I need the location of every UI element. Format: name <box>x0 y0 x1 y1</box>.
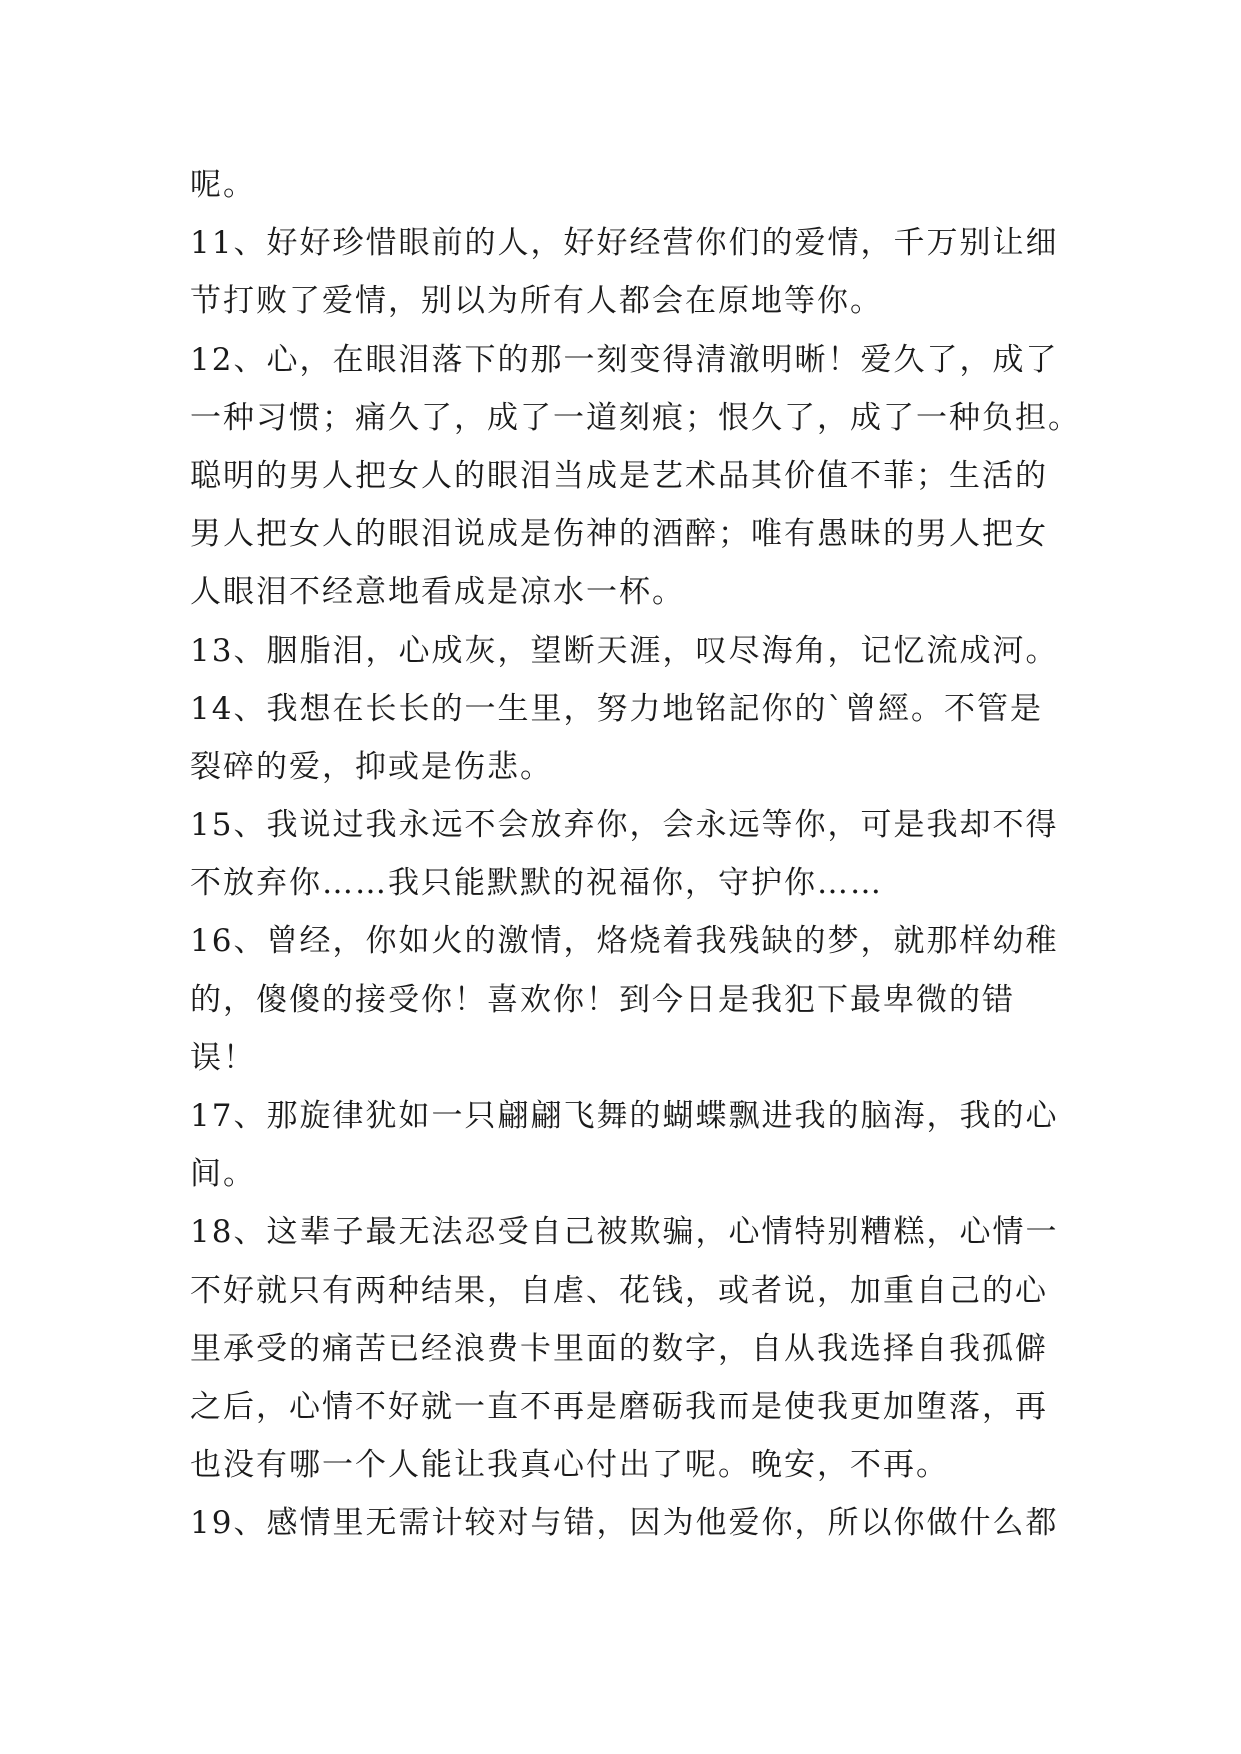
text-line: 一种习惯；痛久了，成了一道刻痕；恨久了，成了一种负担。 <box>190 399 1081 436</box>
text-line: 18、这辈子最无法忍受自己被欺骗，心情特别糟糕，心情一 <box>190 1214 1059 1251</box>
text-line: 裂碎的爱，抑或是伤悲。 <box>190 748 553 785</box>
text-line: 13、胭脂泪，心成灰，望断天涯，叹尽海角，记忆流成河。 <box>190 632 1059 669</box>
text-line: 不放弃你……我只能默默的祝福你，守护你…… <box>190 865 883 902</box>
text-line: 12、心，在眼泪落下的那一刻变得清澈明晰！爱久了，成了 <box>190 341 1059 378</box>
text-line: 14、我想在长长的一生里，努力地铭記你的`曾經。不管是 <box>190 690 1043 727</box>
text-line: 节打败了爱情，别以为所有人都会在原地等你。 <box>190 283 883 320</box>
text-line: 11、好好珍惜眼前的人，好好经营你们的爱情，千万别让细 <box>190 225 1059 262</box>
text-line: 男人把女人的眼泪说成是伤神的酒醉；唯有愚昧的男人把女 <box>190 516 1048 553</box>
text-line: 人眼泪不经意地看成是凉水一杯。 <box>190 574 685 611</box>
text-line: 也没有哪一个人能让我真心付出了呢。晚安，不再。 <box>190 1447 949 1484</box>
text-line: 17、那旋律犹如一只翩翩飞舞的蝴蝶飘进我的脑海，我的心 <box>190 1098 1059 1134</box>
body-text <box>190 156 1081 1553</box>
text-line: 的，傻傻的接受你！喜欢你！到今日是我犯下最卑微的错 <box>190 981 1015 1018</box>
text-line: 里承受的痛苦已经浪费卡里面的数字，自从我选择自我孤僻 <box>190 1330 1048 1367</box>
text-line: 聪明的男人把女人的眼泪当成是艺术品其价值不菲；生活的 <box>190 457 1048 494</box>
text-line: 不好就只有两种结果，自虐、花钱，或者说，加重自己的心 <box>190 1272 1048 1309</box>
text-line: 误！ <box>190 1039 256 1076</box>
text-line: 之后，心情不好就一直不再是磨砺我而是使我更加堕落，再 <box>190 1388 1048 1425</box>
text-line: 15、我说过我永远不会放弃你，会永远等你，可是我却不得 <box>190 807 1059 844</box>
text-line: 间。 <box>190 1156 256 1193</box>
text-line: 呢。 <box>190 167 256 203</box>
text-line: 19、感情里无需计较对与错，因为他爱你，所以你做什么都 <box>190 1505 1059 1542</box>
text-line: 16、曾经，你如火的激情，烙烧着我残缺的梦，就那样幼稚 <box>190 923 1059 960</box>
